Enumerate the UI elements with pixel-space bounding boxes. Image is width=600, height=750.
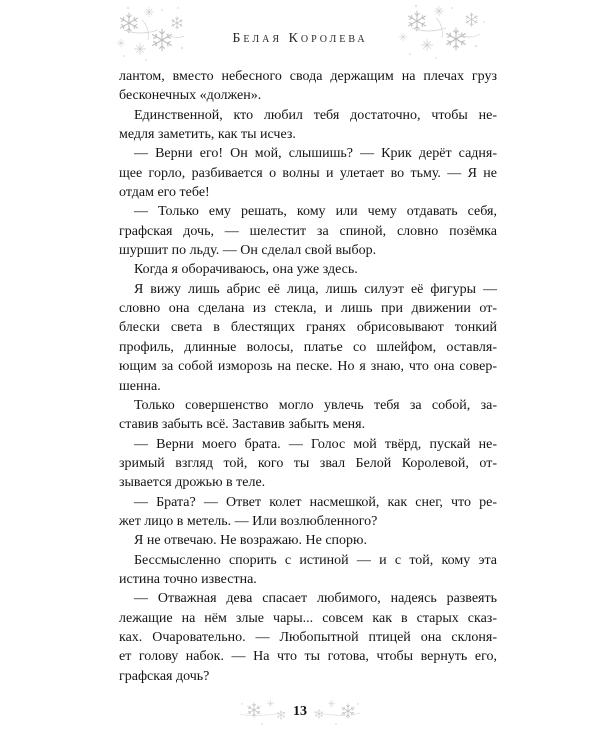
- text-line: истина точно известна.: [119, 571, 257, 587]
- text-line: бесконечных «должен».: [119, 88, 262, 104]
- paragraph: [119, 551, 497, 590]
- text-line: лежащие на нём злые чары... совсем как в старых сказ-: [119, 610, 497, 626]
- paragraph: [119, 435, 497, 493]
- text-line: ставив забыть всё. Заставив забыть меня.: [119, 417, 366, 433]
- text-line: блески света в блестящих гранях обрисовывают тонкий: [119, 320, 497, 336]
- text-line: зримый взгляд той, кого ты звал Белой Королевой, от-: [119, 455, 497, 471]
- paragraph: [119, 67, 497, 106]
- text-line: Только совершенство могло увлечь тебя за собой, за-: [134, 397, 497, 413]
- text-line: профиль, длинные волосы, платье со шлейфом, оставля-: [119, 339, 497, 355]
- text-line: щее горло, разбивается о волны и улетает во тьму. — Я не: [119, 165, 497, 181]
- paragraph: [119, 260, 497, 279]
- text-line: графская дочь?: [119, 668, 210, 684]
- running-title: Белая Королева: [232, 31, 368, 46]
- text-line: — Отважная дева спасает любимого, надеясь развеять: [134, 591, 497, 607]
- text-line: — Верни моего брата. — Голос мой твёрд, пускай не-: [134, 436, 497, 452]
- text-line: зывается дрожью в теле.: [119, 475, 266, 491]
- paragraph: [119, 202, 497, 260]
- text-line: ющим за собой изморозь на песке. Но я знаю, что она совер-: [119, 359, 497, 375]
- text-line: ках. Очаровательно. — Любопытной птицей она склоня-: [119, 629, 497, 645]
- text-line: отдам его тебе!: [119, 185, 210, 201]
- paragraph: [119, 493, 497, 532]
- text-line: — Только ему решать, кому или чему отдавать себя,: [134, 204, 497, 220]
- text-line: ет голову набок. — На что ты готова, чтобы вернуть его,: [119, 649, 497, 665]
- text-line: медля заметить, как ты исчез.: [119, 127, 296, 143]
- text-line: Я не отвечаю. Не возражаю. Не спорю.: [134, 533, 368, 549]
- text-line: шуршит по льду. — Он сделал свой выбор.: [119, 243, 377, 259]
- paragraph: [119, 106, 497, 145]
- text-line: лантом, вместо небесного свода держащим на плечах груз: [119, 69, 497, 84]
- paragraph: [119, 589, 497, 686]
- paragraph: [119, 396, 497, 435]
- text-line: графская дочь, — шелестит за спиной, словно позёмка: [119, 223, 497, 239]
- page-number: 13: [293, 704, 307, 719]
- text-line: — Верни его! Он мой, слышишь? — Крик дерёт садня-: [134, 146, 497, 162]
- text-line: — Брата? — Ответ колет насмешкой, как снег, что ре-: [134, 494, 497, 510]
- paragraph: [119, 531, 497, 550]
- text-line: словно она сделана из стекла, и лишь при движении от-: [119, 301, 497, 317]
- text-line: Когда я оборачиваюсь, она уже здесь.: [134, 262, 358, 278]
- snowflake-ornament-icon: [314, 700, 360, 725]
- paragraph: [119, 280, 497, 396]
- text-line: Единственной, кто любил тебя достаточно, чтобы не-: [134, 107, 497, 123]
- text-line: шенна.: [119, 378, 161, 394]
- text-line: Я вижу лишь абрис её лица, лишь силуэт её фигуры —: [134, 281, 497, 297]
- text-line: Бессмысленно спорить с истиной — и с той, кому эта: [134, 552, 497, 568]
- text-line: жет лицо в метель. — Или возлюбленного?: [119, 513, 378, 529]
- body-text: [119, 67, 497, 686]
- paragraph: [119, 144, 497, 202]
